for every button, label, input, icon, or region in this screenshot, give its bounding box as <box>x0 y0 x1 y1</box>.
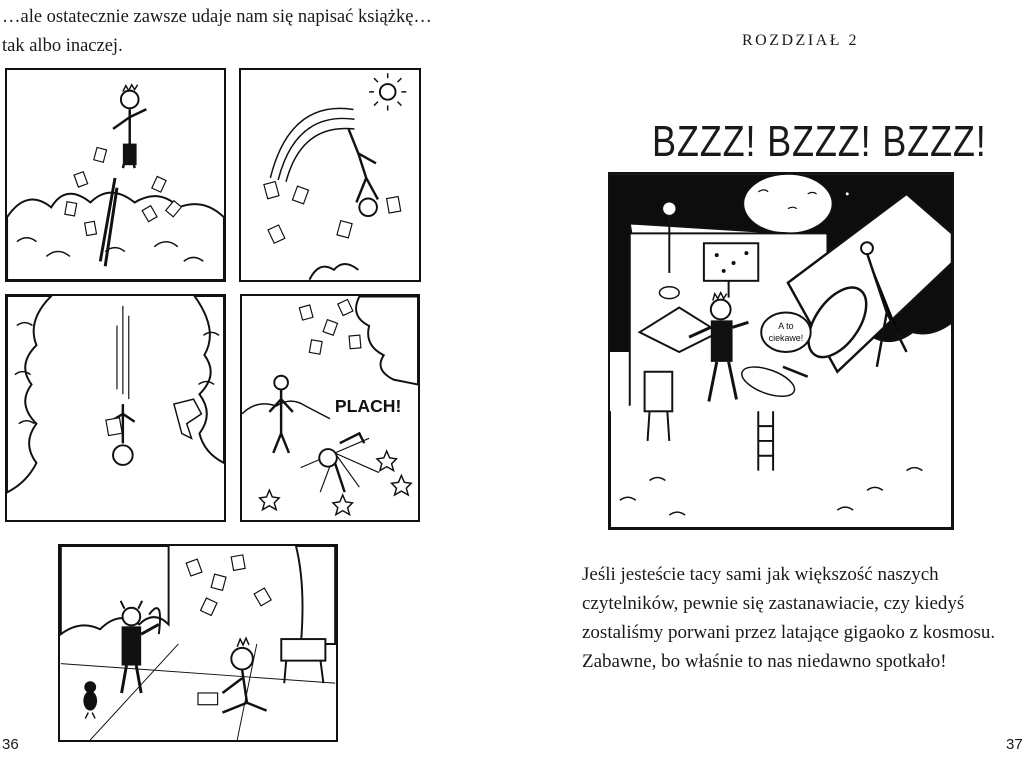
speech-bubble-line-1: A to <box>778 321 794 332</box>
sound-effect-text: PLACH! <box>334 395 402 416</box>
page-number-right: 37 <box>1006 736 1023 753</box>
page-number-left: 36 <box>2 736 19 753</box>
comic-drawing <box>241 70 419 280</box>
intro-text: …ale ostatecznie zawsze udaje nam się napisać książkę… tak albo inaczej. <box>2 7 432 56</box>
comic-drawing <box>60 546 336 740</box>
panel-boy-falling-sun <box>239 68 421 282</box>
panel-boy-on-paper-explosion <box>5 68 226 282</box>
panel-falling-between-clouds <box>5 294 226 522</box>
comic-drawing <box>7 70 224 280</box>
chapter-title: BZZZ! BZZZ! BZZZ! <box>652 117 987 167</box>
body-text: Jeśli jesteście tacy sami jak większość naszych czytelników, pewnie się zastanawiacie, czy kiedyś zostaliśmy porwani przez latające gigaoko z kosmosu. Zabawne, bo właśnie to nas niedawno spotkało! <box>582 564 996 672</box>
panel-plach-landing <box>240 294 420 522</box>
right-page <box>512 0 1024 763</box>
comic-drawing <box>242 296 418 520</box>
chapter-illustration <box>608 172 954 530</box>
panel-landing-with-friend <box>58 544 338 742</box>
comic-drawing <box>7 296 224 520</box>
speech-bubble-line-2: ciekawe! <box>768 333 804 344</box>
comic-drawing <box>610 174 952 528</box>
chapter-label: ROZDZIAŁ 2 <box>742 32 859 49</box>
